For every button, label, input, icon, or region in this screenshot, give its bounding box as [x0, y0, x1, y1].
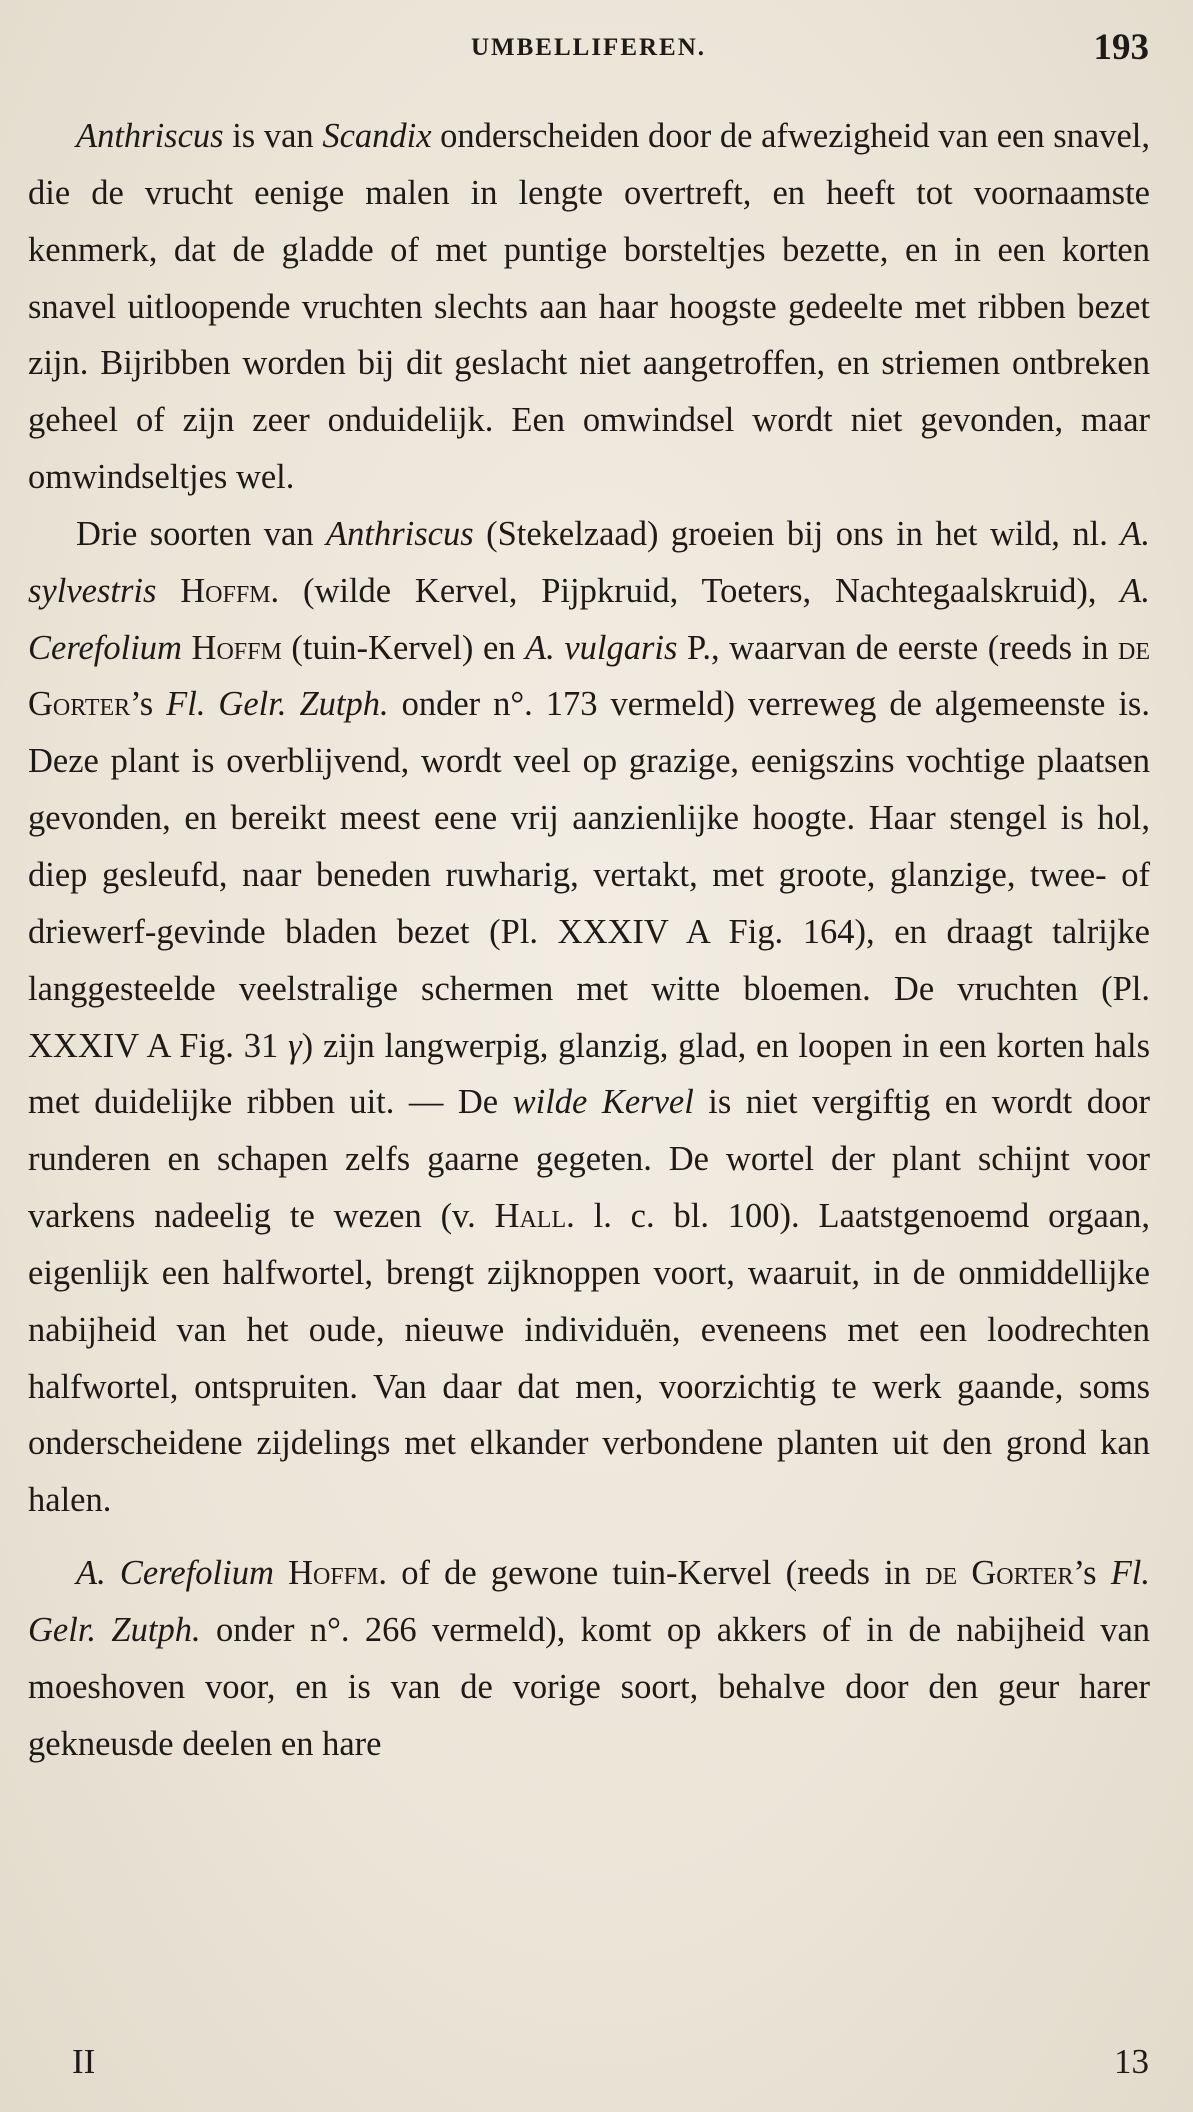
small-caps-run: Hall.	[494, 1197, 575, 1236]
italic-run: Fl. Gelr. Zutph.	[28, 1554, 1150, 1649]
italic-run: Scandix	[322, 117, 432, 155]
text-run: onder n°. 266 vermeld), komt op akkers of in de nabijheid van moeshoven voor, en is van de vorige soort, behalve door den geur harer gekneusde deelen en hare	[28, 1610, 1151, 1763]
text-run: l. c. bl. 100). Laatstgenoemd orgaan, eigenlijk een halfwortel, brengt zijknoppen voort, waaruit, in de onmiddellijke nabijheid van het oude, nieuwe individuën, eveneens met een loodrechten halfwortel, ontspruiten. Van daar dat men, voorzichtig te werk gaande, soms onderscheidene zijdelings met elkander verbondene planten uit den grond kan halen.	[28, 1197, 1150, 1520]
italic-run: Anthriscus	[326, 514, 474, 553]
small-caps-run: Hoffm.	[180, 571, 280, 610]
text-run: (Stekelzaad) groeien bij ons in het wild, nl.	[473, 514, 1121, 553]
text-run	[182, 629, 192, 667]
text-run	[156, 572, 180, 610]
small-caps-run: de Gorter	[925, 1554, 1074, 1593]
small-caps-run: Hoffm	[191, 628, 282, 667]
italic-run: γ	[288, 1026, 302, 1065]
page-footer	[28, 2042, 1149, 2092]
text-run: is van	[223, 117, 323, 155]
italic-run: A. Cerefolium	[28, 571, 1150, 667]
text-run: onder n°. 173 vermeld) verreweg de algemeenste is. Deze plant is overblijvend, wordt veel op grazige, eenigszins vochtige plaatsen gevonden, en bereikt meest eene vrij aanzienlijke hoogte. Haar stengel is hol, diep gesleufd, naar beneden ruwharig, vertakt, met groote, glanzige, twee- of driewerf-gevinde bladen bezet (Pl. XXXIV A Fig. 164), en draagt talrijke langgesteelde veelstralige schermen met witte bloemen. De vruchten (Pl. XXXIV A Fig. 31	[28, 685, 1150, 1065]
text-run	[274, 1554, 288, 1592]
text-run: ’s	[130, 685, 167, 724]
italic-run: A. vulgaris	[525, 628, 678, 667]
text-run: (tuin-Kervel) en	[281, 628, 526, 667]
text-run: is niet vergiftig en wordt door runderen en schapen zelfs gaarne gegeten. De wortel der plant schijnt voor varkens nadeelig te wezen (v.	[28, 1083, 1150, 1236]
text-run: of de gewone tuin-Kervel (reeds in	[386, 1554, 926, 1593]
page-number: 193	[1093, 27, 1149, 68]
paragraph	[28, 506, 1150, 1529]
italic-run: wilde Kervel	[512, 1083, 694, 1122]
italic-run: Fl. Gelr. Zutph.	[166, 685, 389, 724]
body-text	[28, 108, 1150, 1772]
page-header	[28, 26, 1149, 70]
italic-run: A. sylvestris	[28, 514, 1150, 610]
italic-run: A. Cerefolium	[76, 1554, 274, 1593]
paragraph	[28, 108, 1150, 506]
paragraph	[28, 1545, 1150, 1772]
small-caps-run: Hoffm.	[288, 1554, 387, 1593]
text-run: P., waarvan de eerste (reeds in	[677, 628, 1118, 667]
text-run: (wilde Kervel, Pijpkruid, Toeters, Nachtegaalskruid),	[279, 571, 1121, 610]
text-run: Drie soorten van	[76, 514, 327, 553]
text-run: ) zijn langwerpig, glanzig, glad, en loopen in een korten hals met duidelijke ribben uit. — De	[28, 1026, 1150, 1122]
text-run: onderscheiden door de afwezigheid van een snavel, die de vrucht eenige malen in lengte overtreft, en heeft tot voornaamste kenmerk, dat de gladde of met puntige borsteltjes bezette, en in een korten snavel uitloopende vruchten slechts aan haar hoogste gedeelte met ribben bezet zijn. Bijribben worden bij dit geslacht niet aangetroffen, en striemen ontbreken geheel of zijn zeer onduidelijk. Een omwindsel wordt niet gevonden, maar omwindseltjes wel.	[28, 117, 1151, 497]
small-caps-run: de Gorter	[28, 628, 1150, 724]
italic-run: Anthriscus	[76, 117, 224, 155]
signature-mark: II	[72, 2042, 96, 2081]
sheet-number: 13	[1114, 2042, 1149, 2081]
text-run: ’s	[1073, 1554, 1111, 1593]
running-head: UMBELLIFEREN.	[470, 34, 707, 61]
